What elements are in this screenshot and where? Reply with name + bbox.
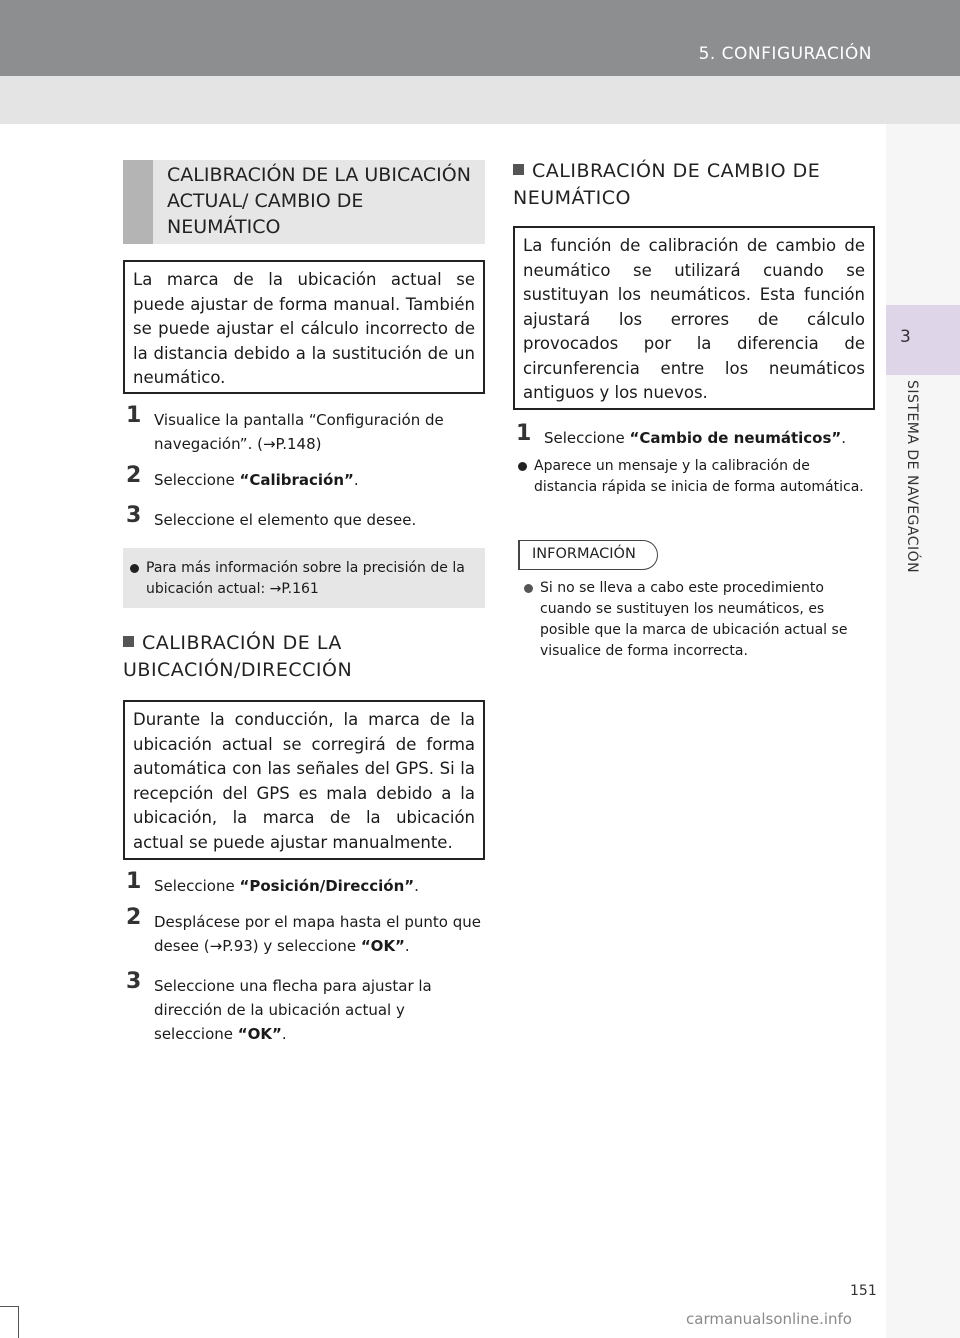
step-text: Seleccione	[154, 471, 240, 489]
bullet-dot	[518, 462, 527, 471]
step-3	[126, 503, 486, 532]
step-emphasis: “OK”	[360, 937, 405, 955]
header-bar	[0, 0, 960, 76]
subhead-text: CALIBRACIÓN DE CAMBIO DE NEUMÁTICO	[513, 160, 821, 209]
step-text-end: .	[404, 937, 410, 955]
chapter-number-tab[interactable]	[886, 305, 960, 375]
square-icon	[513, 164, 524, 175]
bullet-dot	[524, 584, 533, 593]
step-text: Desplácese por el mapa hasta el punto que desee (→P.93) y seleccione	[154, 913, 481, 955]
step-number: 1	[126, 869, 142, 894]
step-text-end: .	[281, 1025, 287, 1043]
section-banner	[123, 160, 485, 244]
note-text: Para más información sobre la precisión de la ubicación actual: →P.161	[146, 560, 465, 597]
step-text-end: .	[353, 471, 359, 489]
step-emphasis: “OK”	[237, 1025, 282, 1043]
step-text-end: .	[414, 877, 419, 895]
step-text: Seleccione una flecha para ajustar la dirección de la ubicación actual y seleccione	[154, 977, 432, 1043]
bullet-text: Aparece un mensaje y la calibración de distancia rápida se inicia de forma automática.	[534, 458, 864, 495]
step-text: Visualice la pantalla “Configuración de navegación”. (→P.148)	[154, 411, 444, 453]
subhead-tire	[513, 158, 875, 212]
tire-bullet	[518, 456, 872, 498]
step-text-end: .	[841, 429, 847, 447]
step-1	[126, 403, 486, 456]
step-text: Seleccione el elemento que desee.	[154, 511, 417, 529]
note-bullet	[130, 558, 478, 600]
step-number: 3	[126, 969, 142, 994]
crop-mark	[18, 1306, 19, 1338]
tire-box: La función de calibración de cambio de neumático se utilizará cuando se sustituyan los neumáticos. Esta función ajustará los errores de cálculo provocados por la diferencia de circunferencia entre los neumáticos antiguos y los nuevos.	[513, 226, 875, 410]
info-bullet	[524, 578, 868, 662]
chapter-number: 3	[900, 327, 911, 347]
subhead-location	[123, 630, 485, 684]
step-emphasis: “Calibración”	[239, 471, 354, 489]
step-text: Seleccione	[154, 877, 240, 895]
step-number: 1	[516, 421, 532, 446]
subhead-text: CALIBRACIÓN DE LA UBICACIÓN/DIRECCIÓN	[123, 632, 353, 681]
step-emphasis: “Posición/Dirección”	[239, 877, 415, 895]
banner-accent	[123, 160, 153, 244]
location-box: Durante la conducción, la marca de la ubicación actual se corregirá de forma automática con las señales del GPS. Si la recepción del GPS es mala debido a la ubicación, la marca de la ubicación actual se puede ajustar manualmente.	[123, 700, 485, 860]
banner-title: CALIBRACIÓN DE LA UBICACIÓN ACTUAL/ CAMBIO DE NEUMÁTICO	[167, 164, 471, 238]
step-number: 1	[126, 403, 142, 428]
square-icon	[123, 636, 134, 647]
info-label: INFORMACIÓN	[520, 540, 658, 570]
intro-box: La marca de la ubicación actual se puede ajustar de forma manual. También se puede ajustar el cálculo incorrecto de la distancia debido a la sustitución de un neumático.	[123, 260, 485, 394]
page-number: 151	[850, 1283, 877, 1299]
tire-step-1	[516, 421, 876, 450]
step2-1	[126, 869, 486, 898]
step-number: 2	[126, 463, 142, 488]
info-text: Si no se lleva a cabo este procedimiento cuando se sustituyen los neumáticos, es posible que la marca de ubicación actual se visualice de forma incorrecta.	[540, 580, 848, 659]
watermark: carmanualsonline.info	[686, 1310, 852, 1328]
step2-3	[126, 969, 486, 1046]
step-text: Seleccione	[544, 429, 630, 447]
section-title: 5. CONFIGURACIÓN	[698, 44, 872, 64]
step-emphasis: “Cambio de neumáticos”	[629, 429, 842, 447]
crop-mark	[0, 1306, 18, 1307]
bullet-dot	[130, 564, 139, 573]
chapter-title: SISTEMA DE NAVEGACIÓN	[904, 380, 920, 574]
step-number: 2	[126, 905, 142, 930]
step-2	[126, 463, 486, 492]
step2-2	[126, 905, 486, 958]
header-strip	[0, 76, 960, 124]
step-number: 3	[126, 503, 142, 528]
